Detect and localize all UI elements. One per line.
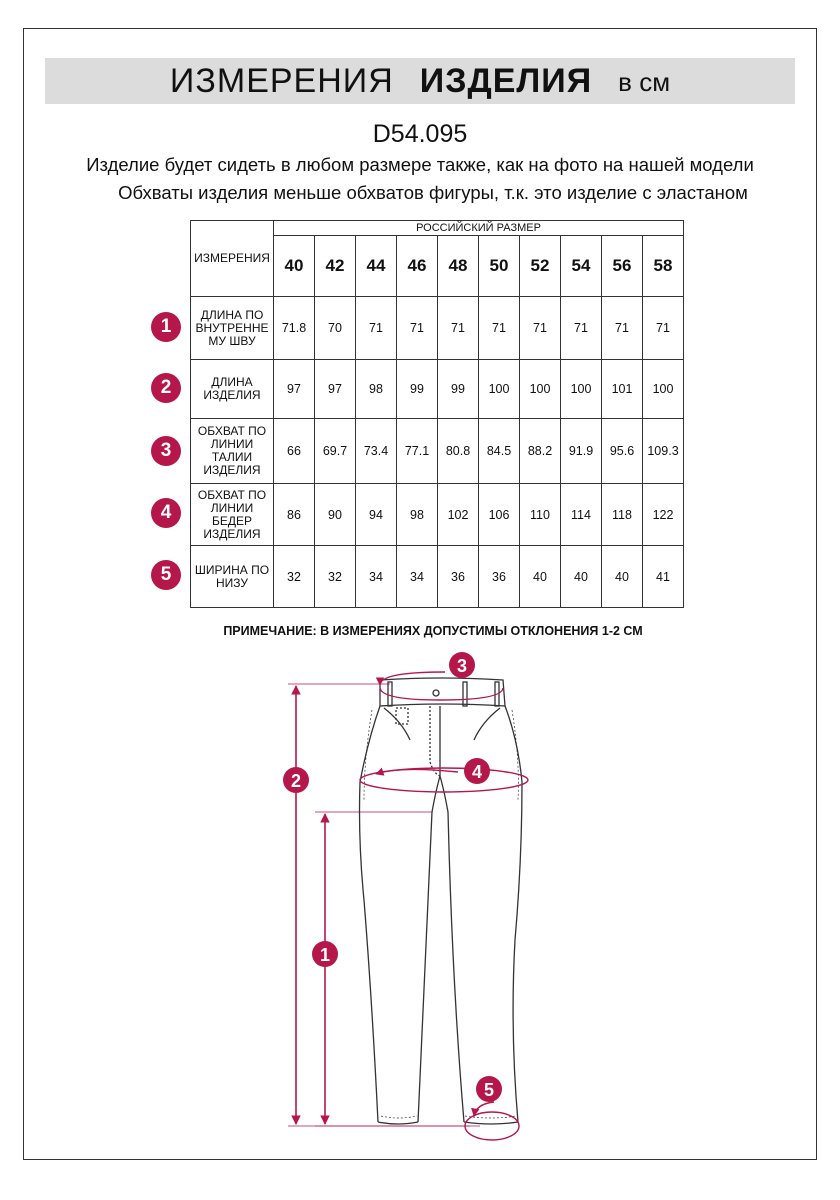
tolerance-note: ПРИМЕЧАНИЕ: В ИЗМЕРЕНИЯХ ДОПУСТИМЫ ОТКЛОНЕНИЯ 1-2 СМ (223, 624, 643, 638)
diagram-marker-3 (449, 652, 475, 678)
value-cell: 70 (315, 297, 356, 360)
value-cell: 40 (561, 546, 602, 608)
value-cell: 71 (561, 297, 602, 360)
trousers-outline (360, 678, 523, 1124)
value-cell: 71 (356, 297, 397, 360)
value-cell: 40 (602, 546, 643, 608)
waist-ellipse (380, 688, 503, 700)
value-cell: 95.6 (602, 419, 643, 484)
row-label: ОБХВАТ ПО ЛИНИИ БЕДЕР ИЗДЕЛИЯ (191, 484, 274, 546)
size-header: 48 (438, 236, 479, 297)
value-cell: 71 (438, 297, 479, 360)
value-cell: 109.3 (643, 419, 684, 484)
size-group-label: РОССИЙСКИЙ РАЗМЕР (274, 221, 684, 236)
value-cell: 34 (356, 546, 397, 608)
value-cell: 122 (643, 484, 684, 546)
corner-label: ИЗМЕРЕНИЯ (191, 221, 274, 297)
value-cell: 71 (397, 297, 438, 360)
value-cell: 100 (479, 360, 520, 419)
value-cell: 71 (643, 297, 684, 360)
value-cell: 100 (520, 360, 561, 419)
size-header: 50 (479, 236, 520, 297)
value-cell: 118 (602, 484, 643, 546)
size-header: 46 (397, 236, 438, 297)
diagram-marker-1 (312, 941, 338, 967)
value-cell: 99 (397, 360, 438, 419)
size-header: 54 (561, 236, 602, 297)
size-header: 44 (356, 236, 397, 297)
value-cell: 77.1 (397, 419, 438, 484)
row-number-badge: 2 (151, 373, 181, 403)
size-header: 40 (274, 236, 315, 297)
value-cell: 71.8 (274, 297, 315, 360)
value-cell: 71 (479, 297, 520, 360)
value-cell: 71 (602, 297, 643, 360)
fit-note: Изделие будет сидеть в любом размере также, как на фото на нашей модели (86, 154, 754, 175)
table-row (191, 419, 684, 484)
row-number-badge: 3 (151, 436, 181, 466)
diagram-marker-4 (464, 758, 490, 784)
value-cell: 34 (397, 546, 438, 608)
value-cell: 98 (356, 360, 397, 419)
row-number-badge: 5 (151, 560, 181, 590)
value-cell: 102 (438, 484, 479, 546)
table-row (191, 484, 684, 546)
value-cell: 41 (643, 546, 684, 608)
row-label: ДЛИНА ИЗДЕЛИЯ (191, 360, 274, 419)
value-cell: 114 (561, 484, 602, 546)
value-cell: 100 (643, 360, 684, 419)
diagram-marker-2 (283, 767, 309, 793)
value-cell: 110 (520, 484, 561, 546)
row-label: ОБХВАТ ПО ЛИНИИ ТАЛИИ ИЗДЕЛИЯ (191, 419, 274, 484)
row-label: ДЛИНА ПО ВНУТРЕННЕ МУ ШВУ (191, 297, 274, 360)
value-cell: 101 (602, 360, 643, 419)
row-number-badge: 4 (151, 498, 181, 528)
size-header: 42 (315, 236, 356, 297)
size-header: 52 (520, 236, 561, 297)
value-cell: 36 (438, 546, 479, 608)
value-cell: 32 (274, 546, 315, 608)
value-cell: 106 (479, 484, 520, 546)
value-cell: 97 (274, 360, 315, 419)
svg-text:1: 1 (319, 945, 331, 965)
value-cell: 90 (315, 484, 356, 546)
svg-text:5: 5 (483, 1080, 495, 1100)
table-row (191, 297, 684, 360)
svg-text:3: 3 (456, 656, 468, 676)
title-part1: ИЗМЕРЕНИЯ (169, 61, 394, 100)
value-cell: 69.7 (315, 419, 356, 484)
value-cell: 88.2 (520, 419, 561, 484)
table-row (191, 546, 684, 608)
trousers-diagram (0, 640, 840, 1160)
value-cell: 94 (356, 484, 397, 546)
value-cell: 97 (315, 360, 356, 419)
svg-text:2: 2 (290, 771, 302, 791)
value-cell: 91.9 (561, 419, 602, 484)
value-cell: 73.4 (356, 419, 397, 484)
value-cell: 100 (561, 360, 602, 419)
row-number-badge: 1 (151, 312, 181, 342)
title-banner (45, 58, 795, 104)
svg-text:4: 4 (471, 762, 483, 782)
value-cell: 84.5 (479, 419, 520, 484)
row-label: ШИРИНА ПО НИЗУ (191, 546, 274, 608)
hip-arrow (376, 769, 458, 774)
diagram-marker-5 (476, 1076, 502, 1102)
value-cell: 36 (479, 546, 520, 608)
title-part2: ИЗДЕЛИЯ (419, 61, 593, 100)
value-cell: 40 (520, 546, 561, 608)
table-row (191, 360, 684, 419)
value-cell: 32 (315, 546, 356, 608)
article-code: D54.095 (372, 120, 468, 148)
size-table (190, 220, 684, 608)
value-cell: 80.8 (438, 419, 479, 484)
elastane-note: Обхваты изделия меньше обхватов фигуры, т.к. это изделие с эластаном (118, 182, 748, 203)
title-unit: в см (618, 66, 671, 97)
size-header: 58 (643, 236, 684, 297)
size-header: 56 (602, 236, 643, 297)
value-cell: 86 (274, 484, 315, 546)
value-cell: 66 (274, 419, 315, 484)
value-cell: 71 (520, 297, 561, 360)
value-cell: 98 (397, 484, 438, 546)
value-cell: 99 (438, 360, 479, 419)
